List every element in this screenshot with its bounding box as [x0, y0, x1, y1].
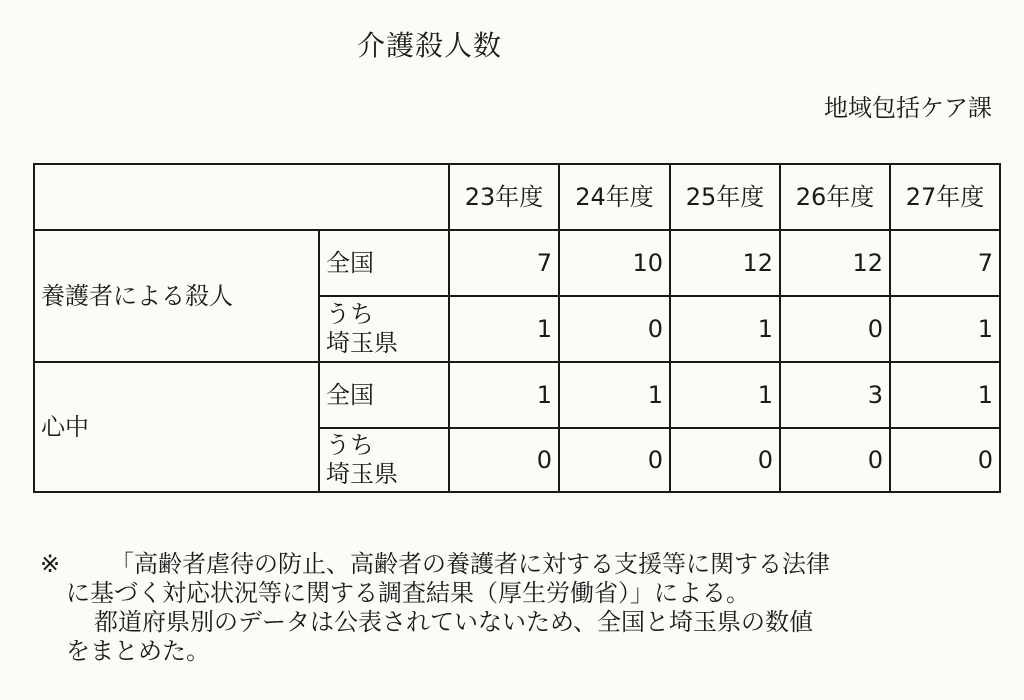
header-corner-cell	[34, 164, 449, 230]
value-cell: 0	[780, 428, 890, 492]
note-line: に基づく対応状況等に関する調査結果（厚生労働省）」による。	[66, 579, 750, 607]
year-header: 27年度	[890, 164, 1000, 230]
value-cell: 3	[780, 362, 890, 428]
year-header: 25年度	[670, 164, 780, 230]
value-cell: 1	[670, 362, 780, 428]
department-name: 地域包括ケア課	[824, 94, 992, 122]
table-header-row	[34, 164, 1000, 230]
value-cell: 7	[449, 230, 559, 296]
year-header: 26年度	[780, 164, 890, 230]
group-label-caregiver-murder: 養護者による殺人	[34, 230, 319, 362]
row-label-national: 全国	[319, 362, 449, 428]
value-cell: 1	[890, 296, 1000, 362]
note-line: 「高齢者虐待の防止、高齢者の養護者に対する支援等に関する法律	[110, 550, 830, 578]
value-cell: 0	[449, 428, 559, 492]
value-cell: 12	[780, 230, 890, 296]
value-cell: 0	[559, 428, 670, 492]
value-cell: 7	[890, 230, 1000, 296]
statistics-table	[33, 163, 1001, 493]
year-header: 23年度	[449, 164, 559, 230]
value-cell: 1	[449, 362, 559, 428]
value-cell: 1	[670, 296, 780, 362]
note-line: 都道府県別のデータは公表されていないため、全国と埼玉県の数値	[94, 608, 814, 636]
table-row	[34, 362, 1000, 428]
note-line: をまとめた。	[66, 637, 210, 665]
row-label-line: うち	[326, 300, 374, 329]
value-cell: 1	[559, 362, 670, 428]
value-cell: 1	[449, 296, 559, 362]
value-cell: 0	[890, 428, 1000, 492]
row-label-line: 埼玉県	[326, 329, 398, 357]
footnote	[40, 550, 990, 666]
note-mark: ※	[40, 550, 61, 578]
value-cell: 1	[890, 362, 1000, 428]
value-cell: 0	[559, 296, 670, 362]
value-cell: 0	[670, 428, 780, 492]
row-label-line: うち	[326, 431, 374, 460]
value-cell: 12	[670, 230, 780, 296]
row-label-line: 埼玉県	[326, 460, 398, 488]
year-header: 24年度	[559, 164, 670, 230]
value-cell: 0	[780, 296, 890, 362]
page-title: 介護殺人数	[357, 29, 503, 62]
value-cell: 10	[559, 230, 670, 296]
table-row	[34, 230, 1000, 296]
row-label-national: 全国	[319, 230, 449, 296]
row-label-saitama	[319, 296, 449, 362]
group-label-joint-suicide: 心中	[34, 362, 319, 492]
row-label-saitama	[319, 428, 449, 492]
